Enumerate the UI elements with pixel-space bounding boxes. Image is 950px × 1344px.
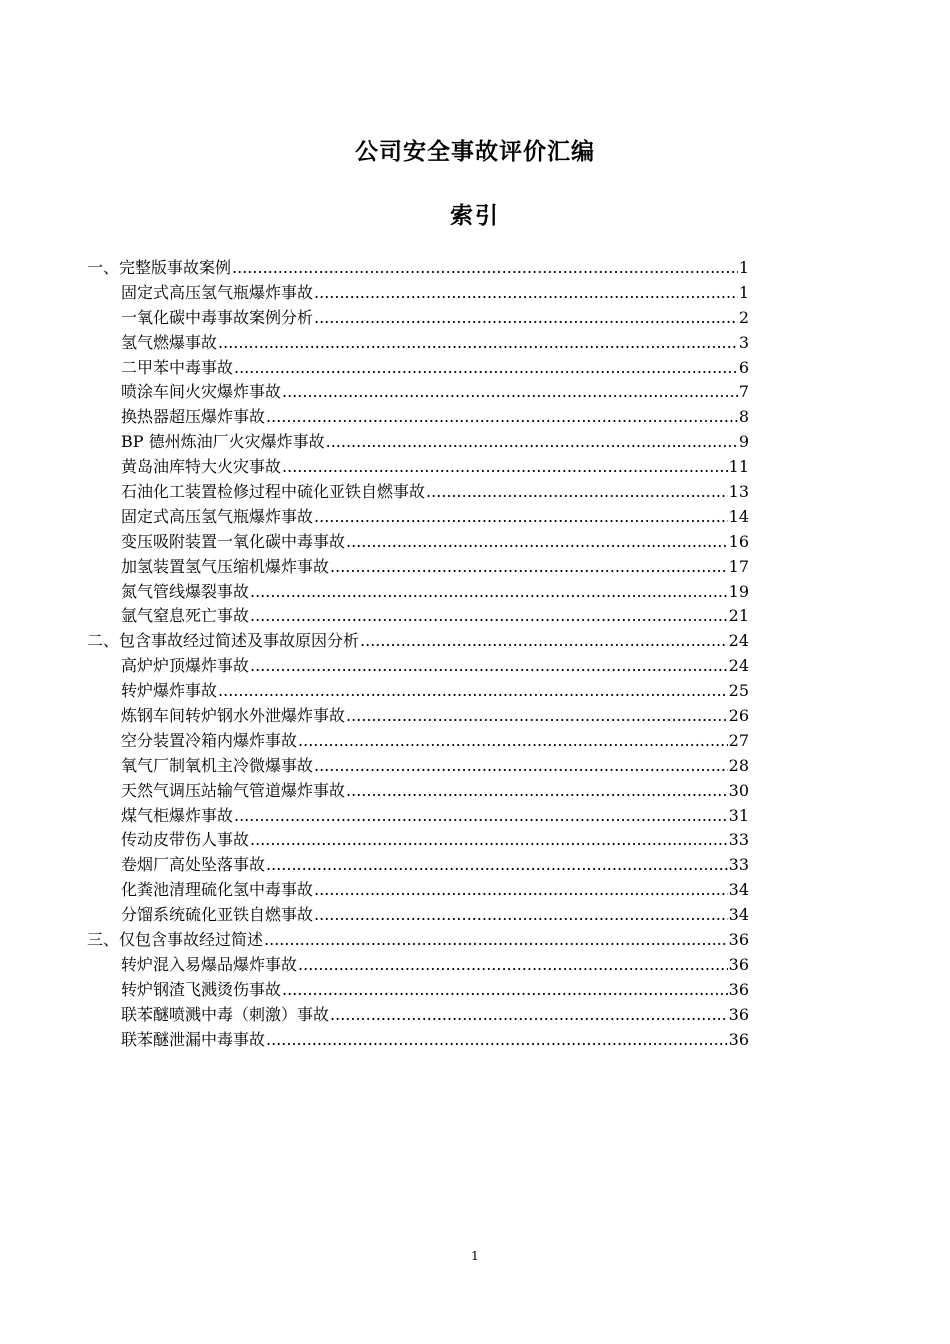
- toc-dot-leader: [218, 679, 728, 704]
- toc-dot-leader: [330, 555, 728, 580]
- toc-dot-leader: [298, 953, 728, 978]
- toc-entry-page-number: 36: [728, 954, 749, 974]
- toc-entry[interactable]: [87, 704, 749, 729]
- toc-entry-page-number: 21: [728, 606, 749, 626]
- toc-section-entry[interactable]: [87, 928, 749, 953]
- toc-entry-title: 黄岛油库特大火灾事故: [121, 457, 282, 477]
- toc-entry-title: 固定式高压氢气瓶爆炸事故: [121, 506, 314, 526]
- toc-entry-page-number: 2: [738, 307, 749, 327]
- toc-entry[interactable]: [87, 804, 749, 829]
- toc-entry[interactable]: [87, 729, 749, 754]
- toc-entry-title: 氩气窒息死亡事故: [121, 606, 250, 626]
- toc-entry[interactable]: [87, 604, 749, 629]
- toc-section-entry[interactable]: [87, 256, 749, 281]
- toc-dot-leader: [282, 380, 738, 405]
- index-heading: 索引: [450, 202, 500, 229]
- toc-entry[interactable]: [87, 828, 749, 853]
- toc-entry-page-number: 7: [738, 382, 749, 402]
- toc-entry-title: 换热器超压爆炸事故: [121, 407, 266, 427]
- toc-entry[interactable]: [87, 779, 749, 804]
- toc-dot-leader: [330, 1003, 728, 1028]
- toc-entry-page-number: 19: [728, 581, 749, 601]
- toc-entry-title: 变压吸附装置一氧化碳中毒事故: [121, 531, 346, 551]
- toc-entry-page-number: 9: [738, 432, 749, 452]
- toc-entry-title: 三、仅包含事故经过简述: [87, 930, 264, 950]
- toc-entry[interactable]: [87, 580, 749, 605]
- toc-dot-leader: [314, 306, 738, 331]
- toc-entry-page-number: 25: [728, 681, 749, 701]
- table-of-contents: [87, 256, 749, 1053]
- toc-entry-title: 氧气厂制氧机主冷微爆事故: [121, 755, 314, 775]
- toc-dot-leader: [346, 704, 728, 729]
- toc-entry-title: 一、完整版事故案例: [87, 258, 232, 277]
- toc-entry[interactable]: [87, 480, 749, 505]
- toc-entry-title: 转炉钢渣飞溅烫伤事故: [121, 979, 282, 999]
- toc-entry[interactable]: [87, 530, 749, 555]
- toc-entry-page-number: 24: [728, 656, 749, 676]
- toc-entry[interactable]: [87, 654, 749, 679]
- toc-dot-leader: [314, 878, 728, 903]
- toc-entry-title: 分馏系统硫化亚铁自燃事故: [121, 905, 314, 925]
- toc-entry-title: 二、包含事故经过简述及事故原因分析: [87, 631, 360, 651]
- toc-dot-leader: [314, 281, 738, 306]
- toc-entry-page-number: 11: [728, 457, 749, 477]
- page-number: 1: [471, 1249, 479, 1263]
- toc-entry[interactable]: [87, 430, 749, 455]
- toc-dot-leader: [346, 530, 728, 555]
- toc-dot-leader: [282, 978, 728, 1003]
- toc-dot-leader: [266, 1028, 728, 1053]
- toc-entry[interactable]: [87, 679, 749, 704]
- toc-entry[interactable]: [87, 754, 749, 779]
- toc-entry-page-number: 36: [728, 930, 749, 950]
- toc-entry[interactable]: [87, 903, 749, 928]
- toc-entry-title: 固定式高压氢气瓶爆炸事故: [121, 282, 314, 302]
- toc-entry-title: 联苯醚泄漏中毒事故: [121, 1029, 266, 1049]
- toc-entry[interactable]: [87, 953, 749, 978]
- toc-entry[interactable]: [87, 331, 749, 356]
- toc-entry[interactable]: [87, 306, 749, 331]
- toc-entry[interactable]: [87, 1028, 749, 1053]
- toc-entry-page-number: 36: [728, 1004, 749, 1024]
- toc-entry-title: 空分装置冷箱内爆炸事故: [121, 730, 298, 750]
- toc-dot-leader: [298, 729, 728, 754]
- toc-entry-page-number: 16: [728, 531, 749, 551]
- toc-entry-title: 转炉混入易爆品爆炸事故: [121, 954, 298, 974]
- toc-entry-title: 氢气燃爆事故: [121, 332, 218, 352]
- toc-entry-page-number: 6: [738, 357, 749, 377]
- toc-entry-page-number: 14: [728, 506, 749, 526]
- toc-entry-page-number: 17: [728, 556, 749, 576]
- toc-entry-page-number: 3: [738, 332, 749, 352]
- toc-dot-leader: [250, 654, 728, 679]
- toc-dot-leader: [218, 331, 738, 356]
- toc-entry-page-number: 28: [728, 755, 749, 775]
- toc-entry-page-number: 8: [738, 407, 749, 427]
- toc-entry[interactable]: [87, 405, 749, 430]
- toc-entry-title: 高炉炉顶爆炸事故: [121, 656, 250, 676]
- toc-entry[interactable]: [87, 1003, 749, 1028]
- toc-entry[interactable]: [87, 455, 749, 480]
- toc-entry[interactable]: [87, 281, 749, 306]
- toc-entry-title: 化粪池清理硫化氢中毒事故: [121, 880, 314, 900]
- toc-dot-leader: [346, 779, 728, 804]
- toc-entry-title: 传动皮带伤人事故: [121, 830, 250, 850]
- toc-entry-page-number: 24: [728, 631, 749, 651]
- toc-entry[interactable]: [87, 555, 749, 580]
- toc-entry-page-number: 34: [728, 880, 749, 900]
- toc-entry[interactable]: [87, 853, 749, 878]
- toc-dot-leader: [250, 580, 728, 605]
- toc-entry-title: 天然气调压站输气管道爆炸事故: [121, 780, 346, 800]
- toc-entry-title: BP 德州炼油厂火灾爆炸事故: [121, 432, 325, 452]
- toc-entry-page-number: 36: [728, 1029, 749, 1049]
- document-title: 公司安全事故评价汇编: [355, 138, 595, 165]
- toc-entry[interactable]: [87, 878, 749, 903]
- toc-entry-page-number: 26: [728, 706, 749, 726]
- toc-entry-page-number: 31: [728, 805, 749, 825]
- toc-entry-title: 石油化工装置检修过程中硫化亚铁自燃事故: [121, 482, 426, 502]
- toc-entry-page-number: 13: [728, 482, 749, 502]
- toc-entry-page-number: 1: [738, 282, 749, 302]
- toc-entry-page-number: 30: [728, 780, 749, 800]
- toc-dot-leader: [250, 828, 728, 853]
- toc-dot-leader: [250, 604, 728, 629]
- toc-dot-leader: [234, 804, 728, 829]
- toc-entry[interactable]: [87, 380, 749, 405]
- toc-entry-page-number: 33: [728, 830, 749, 850]
- toc-dot-leader: [282, 455, 728, 480]
- toc-dot-leader: [314, 903, 728, 928]
- toc-section-entry[interactable]: [87, 629, 749, 654]
- toc-entry-title: 转炉爆炸事故: [121, 681, 218, 701]
- toc-dot-leader: [266, 853, 728, 878]
- toc-dot-leader: [314, 754, 728, 779]
- toc-entry-page-number: 1: [738, 258, 749, 277]
- toc-dot-leader: [360, 629, 728, 654]
- toc-entry-title: 一氧化碳中毒事故案例分析: [121, 307, 314, 327]
- toc-entry[interactable]: [87, 505, 749, 530]
- toc-entry-title: 喷涂车间火灾爆炸事故: [121, 382, 282, 402]
- toc-entry-title: 二甲苯中毒事故: [121, 357, 234, 377]
- toc-entry-title: 联苯醚喷溅中毒（刺激）事故: [121, 1004, 330, 1024]
- toc-dot-leader: [234, 356, 738, 381]
- toc-dot-leader: [264, 928, 728, 953]
- toc-entry-page-number: 33: [728, 855, 749, 875]
- toc-entry-page-number: 34: [728, 905, 749, 925]
- toc-dot-leader: [266, 405, 738, 430]
- toc-entry-title: 卷烟厂高处坠落事故: [121, 855, 266, 875]
- toc-dot-leader: [326, 430, 738, 455]
- toc-entry-page-number: 36: [728, 979, 749, 999]
- toc-entry[interactable]: [87, 978, 749, 1003]
- toc-dot-leader: [232, 256, 738, 281]
- toc-entry-title: 加氢装置氢气压缩机爆炸事故: [121, 556, 330, 576]
- toc-entry-page-number: 27: [728, 730, 749, 750]
- toc-entry[interactable]: [87, 356, 749, 381]
- toc-entry-title: 煤气柜爆炸事故: [121, 805, 234, 825]
- toc-dot-leader: [426, 480, 728, 505]
- toc-entry-title: 炼钢车间转炉钢水外泄爆炸事故: [121, 706, 346, 726]
- toc-dot-leader: [314, 505, 728, 530]
- toc-entry-title: 氮气管线爆裂事故: [121, 581, 250, 601]
